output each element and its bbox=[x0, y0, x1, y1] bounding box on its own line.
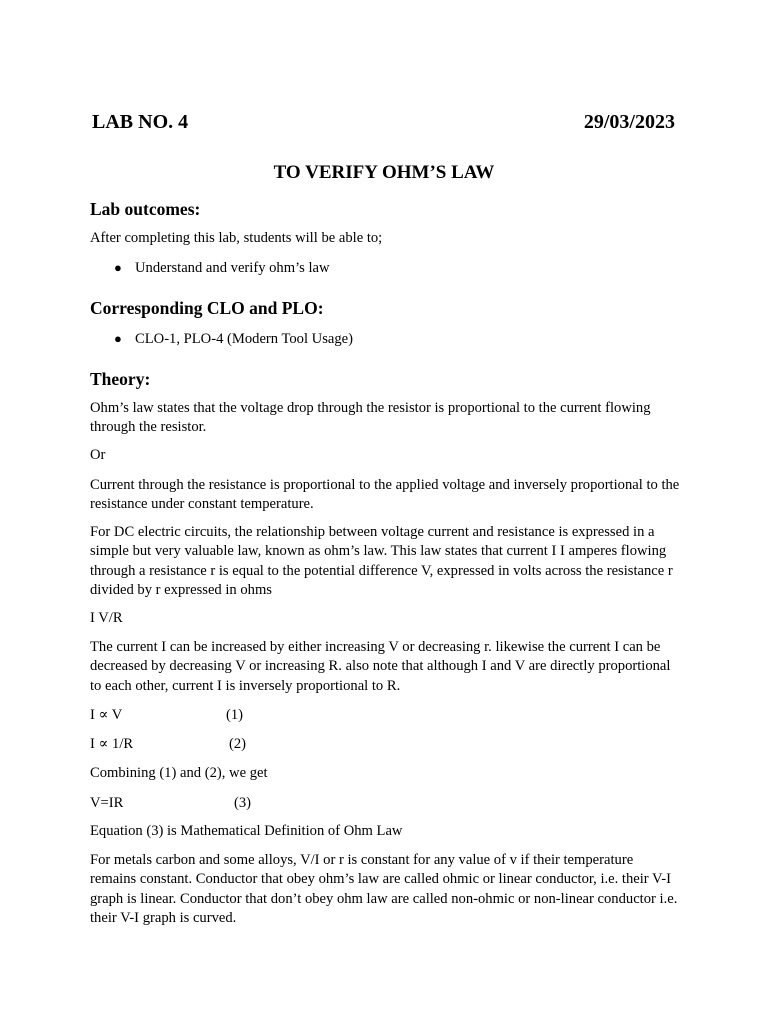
equation-2 bbox=[90, 735, 247, 754]
equation-3 bbox=[90, 794, 252, 813]
theory-paragraph-4: The current I can be increased by either increasing V or decreasing r. likewise the current I can be decreased by decreasing V or increasing R. also note that although I and V are directly proportional to each other, current I is inversely proportional to R. bbox=[90, 639, 671, 694]
equation-2-number: (2) bbox=[229, 736, 247, 752]
bullet-icon: ● bbox=[114, 260, 122, 275]
bullet-text: CLO-1, PLO-4 (Modern Tool Usage) bbox=[135, 331, 353, 347]
lab-header bbox=[90, 109, 678, 135]
equation-1 bbox=[90, 706, 244, 725]
ohms-law-formula: I V/R bbox=[90, 610, 123, 626]
clo-plo-heading: Corresponding CLO and PLO: bbox=[90, 298, 324, 318]
definition-text: Equation (3) is Mathematical Definition of Ohm Law bbox=[90, 823, 403, 839]
equation-3-number: (3) bbox=[234, 795, 252, 811]
theory-paragraph-3: For DC electric circuits, the relationship between voltage current and resistance is expressed in a simple but very valuable law, known as ohm’s law. This law states that current I I amperes flowing through a resistance r is equal to the potential difference V, expressed in volts across the resistance r divided by r expressed in ohms bbox=[90, 524, 673, 599]
theory-paragraph-1: Ohm’s law states that the voltage drop through the resistor is proportional to the current flowing through the resistor. bbox=[90, 400, 651, 436]
lab-number: LAB NO. 4 bbox=[92, 111, 189, 133]
clo-plo-bullet-item bbox=[114, 329, 353, 349]
theory-paragraph-2: Current through the resistance is proportional to the applied voltage and inversely proportional to the resistance under constant temperature. bbox=[90, 477, 680, 513]
bullet-icon: ● bbox=[114, 331, 122, 346]
lab-outcomes-intro: After completing this lab, students will be able to; bbox=[90, 230, 383, 246]
theory-heading: Theory: bbox=[90, 369, 151, 389]
equation-2-expression: I ∝ 1/R bbox=[90, 736, 134, 752]
bullet-text: Understand and verify ohm’s law bbox=[135, 260, 330, 276]
lab-date: 29/03/2023 bbox=[583, 111, 675, 133]
theory-paragraph-5: For metals carbon and some alloys, V/I or r is constant for any value of v if their temperature remains constant. Conductor that obey ohm’s law are called ohmic or linear conductor, i.e. their V-I graph is linear. Conductor that don’t obey ohm law are called non-ohmic or non-linear conductor i.e. their V-I graph is curved. bbox=[90, 852, 678, 927]
document-title: TO VERIFY OHM’S LAW bbox=[273, 162, 495, 183]
combining-text: Combining (1) and (2), we get bbox=[90, 765, 268, 781]
theory-or: Or bbox=[90, 447, 106, 463]
equation-1-number: (1) bbox=[226, 707, 244, 723]
lab-outcomes-heading: Lab outcomes: bbox=[90, 199, 201, 219]
equation-1-expression: I ∝ V bbox=[90, 707, 123, 723]
lab-outcomes-bullet-item bbox=[114, 258, 330, 278]
equation-3-expression: V=IR bbox=[90, 795, 124, 811]
